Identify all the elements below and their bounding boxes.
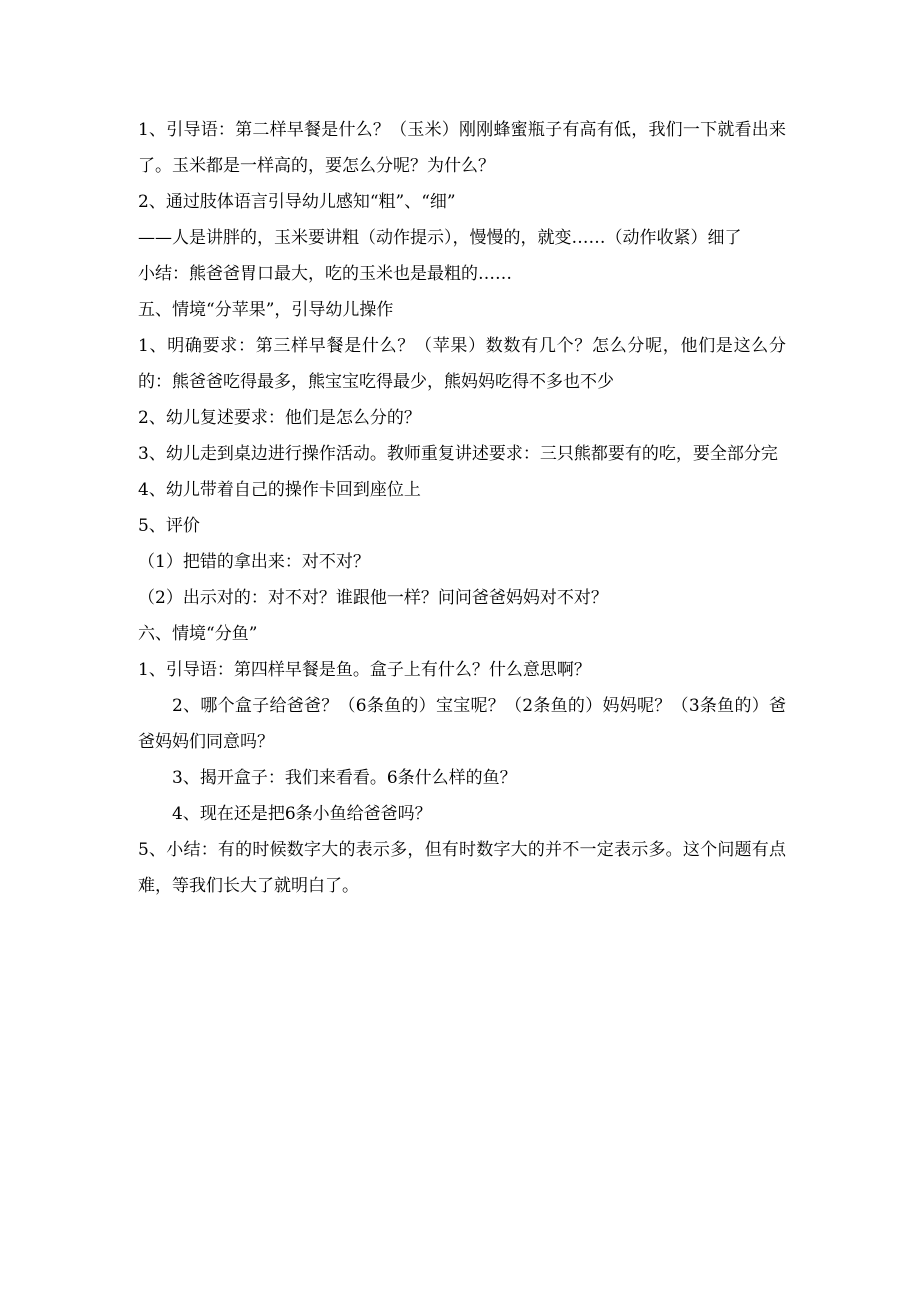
paragraph-retell: 2、幼儿复述要求：他们是怎么分的？ <box>138 408 421 428</box>
paragraph-corn-intro: 1、引导语：第二样早餐是什么？（玉米）刚刚蜂蜜瓶子有高有低，我们一下就看出来了。玉米都是一样高的，要怎么分呢？为什么？ <box>138 120 786 176</box>
paragraph-body-language: ——人是讲胖的，玉米要讲粗（动作提示），慢慢的，就变……（动作收紧）细了 <box>138 228 742 248</box>
paragraph-eval-wrong: （1）把错的拿出来：对不对？ <box>138 552 370 572</box>
paragraph-summary-fish: 5、小结：有的时候数字大的表示多，但有时数字大的并不一定表示多。这个问题有点难，等我们长大了就明白了。 <box>138 840 786 896</box>
document-body <box>138 112 786 904</box>
paragraph-still-give: 4、现在还是把6条小鱼给爸爸吗？ <box>172 804 432 824</box>
paragraph-apple-requirements: 1、明确要求：第三样早餐是什么？（苹果）数数有几个？怎么分呢，他们是这么分的：熊爸爸吃得最多，熊宝宝吃得最少，熊妈妈吃得不多也不少 <box>138 336 786 392</box>
paragraph-which-box: 2、哪个盒子给爸爸？（6条鱼的）宝宝呢？（2条鱼的）妈妈呢？（3条鱼的）爸爸妈妈们同意吗？ <box>138 696 786 752</box>
paragraph-summary-corn: 小结：熊爸爸胃口最大，吃的玉米也是最粗的…… <box>138 264 512 284</box>
paragraph-open-box: 3、揭开盒子：我们来看看。6条什么样的鱼？ <box>172 768 517 788</box>
paragraph-eval-right: （2）出示对的：对不对？谁跟他一样？问问爸爸妈妈对不对？ <box>138 588 608 608</box>
paragraph-operation: 3、幼儿走到桌边进行操作活动。教师重复讲述要求：三只熊都要有的吃，要全部分完 <box>138 444 778 464</box>
section-heading-apples: 五、情境“分苹果”，引导幼儿操作 <box>138 300 394 320</box>
section-heading-fish: 六、情境“分鱼” <box>138 624 258 644</box>
paragraph-evaluation: 5、评价 <box>138 516 200 536</box>
paragraph-fish-intro: 1、引导语：第四样早餐是鱼。盒子上有什么？什么意思啊？ <box>138 660 591 680</box>
paragraph-thick-thin: 2、通过肢体语言引导幼儿感知“粗”、“细” <box>138 192 456 212</box>
paragraph-return-seat: 4、幼儿带着自己的操作卡回到座位上 <box>138 480 421 500</box>
